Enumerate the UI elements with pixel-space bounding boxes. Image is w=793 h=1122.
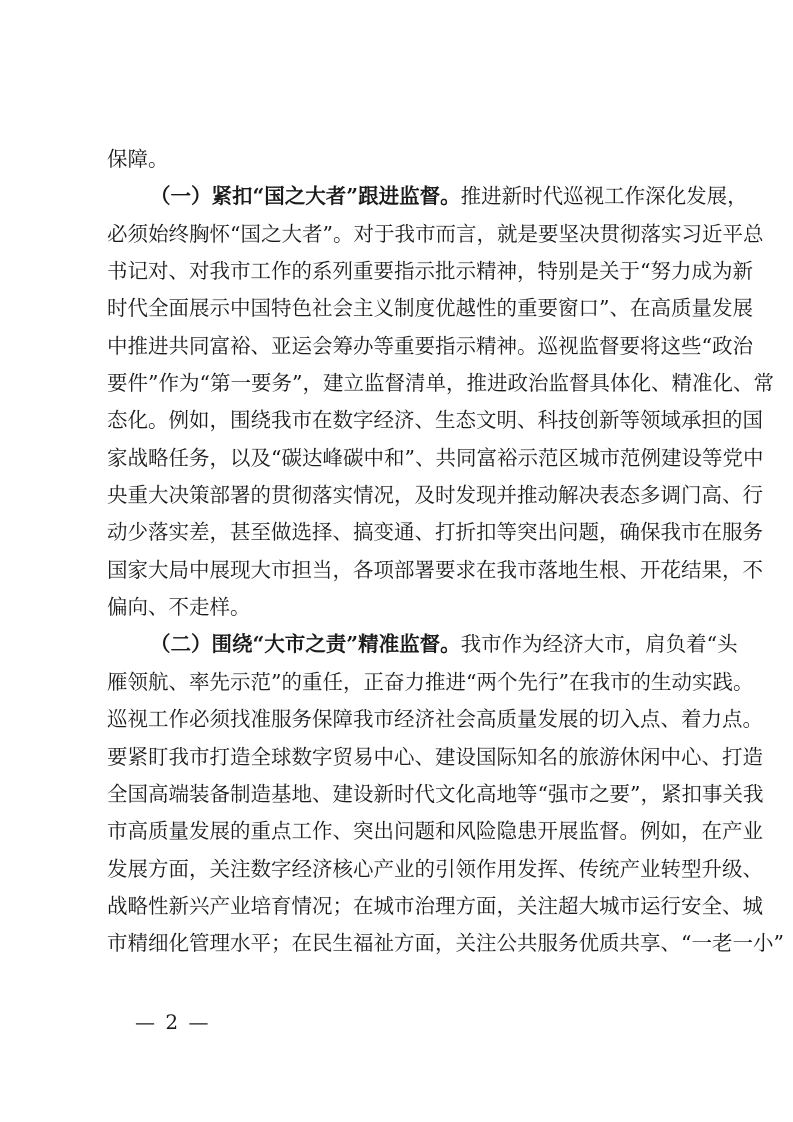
line-text: 要紧盯我市打造全球数字贸易中心、建设国际知名的旅游休闲中心、打造 (107, 744, 763, 769)
text-line (107, 739, 763, 776)
text-line (107, 589, 700, 626)
section-heading: （一）紧扣“国之大者”跟进监督。 (150, 184, 461, 209)
text-line (107, 328, 753, 365)
text-line (107, 440, 764, 477)
line-text: 巡视工作必须找准服务保障我市经济社会高质量发展的切入点、着力点。 (107, 707, 763, 732)
line-text: 动少落实差，甚至做选择、搞变通、打折扣等突出问题，确保我市在服务 (107, 520, 763, 545)
page-number: — 2 — (135, 1010, 211, 1034)
text-line (107, 216, 764, 253)
text-line (107, 178, 748, 215)
text-line (107, 290, 753, 327)
paragraph (107, 178, 774, 626)
line-text: 市精细化管理水平；在民生福祉方面，关注公共服务优质共享、“一老一小” (107, 931, 784, 956)
line-text: 要件”作为“第一要务”，建立监督清单，推进政治监督具体化、精准化、常 (107, 371, 774, 396)
text-line (107, 253, 753, 290)
line-text: 态化。例如，围绕我市在数字经济、生态文明、科技创新等领域承担的国 (107, 408, 763, 433)
text-line (107, 365, 774, 402)
text-line (107, 776, 764, 813)
text-line (107, 626, 738, 663)
line-text: 时代全面展示中国特色社会主义制度优越性的重要窗口”、在高质量发展 (107, 296, 753, 321)
line-text: 必须始终胸怀“国之大者”。对于我市而言，就是要坚决贯彻落实习近平总 (107, 221, 764, 246)
text-line (107, 851, 763, 888)
text-line (107, 888, 763, 925)
line-text: 全国高端装备制造基地、建设新时代文化高地等“强市之要”，紧扣事关我 (107, 781, 764, 806)
line-text: 雁领航、率先示范”的重任，正奋力推进“两个先行”在我市的生动实践。 (107, 669, 754, 694)
text-line (107, 141, 700, 178)
text-line (107, 402, 763, 439)
line-text: 央重大决策部署的贯彻落实情况，及时发现并推动解决表态多调门高、行 (107, 483, 763, 508)
section-heading: （二）围绕“大市之责”精准监督。 (150, 632, 461, 657)
line-text: 家战略任务，以及“碳达峰碳中和”、共同富裕示范区城市范例建设等党中 (107, 445, 764, 470)
line-text: 偏向、不走样。 (107, 595, 251, 620)
paragraph (107, 626, 784, 962)
line-text: 我市作为经济大市，肩负着“头 (460, 632, 738, 657)
line-text: 市高质量发展的重点工作、突出问题和风险隐患开展监督。例如，在产业 (107, 819, 763, 844)
line-text: 战略性新兴产业培育情况；在城市治理方面，关注超大城市运行安全、城 (107, 893, 763, 918)
text-line (107, 813, 763, 850)
paragraph (107, 141, 700, 178)
text-line (107, 477, 763, 514)
text-line (107, 664, 754, 701)
line-text: 保障。 (107, 147, 169, 171)
document-body (107, 141, 784, 963)
line-text: 推进新时代巡视工作深化发展， (460, 184, 748, 209)
text-line (107, 701, 763, 738)
text-line (107, 552, 763, 589)
line-text: 中推进共同富裕、亚运会筹办等重要指示精神。巡视监督要将这些“政治 (107, 333, 753, 358)
line-text: 书记对、对我市工作的系列重要指示批示精神，特别是关于“努力成为新 (107, 259, 753, 284)
text-line (107, 514, 763, 551)
line-text: 发展方面，关注数字经济核心产业的引领作用发挥、传统产业转型升级、 (107, 856, 763, 881)
line-text: 国家大局中展现大市担当，各项部署要求在我市落地生根、开花结果，不 (107, 557, 763, 582)
text-line (107, 925, 784, 962)
